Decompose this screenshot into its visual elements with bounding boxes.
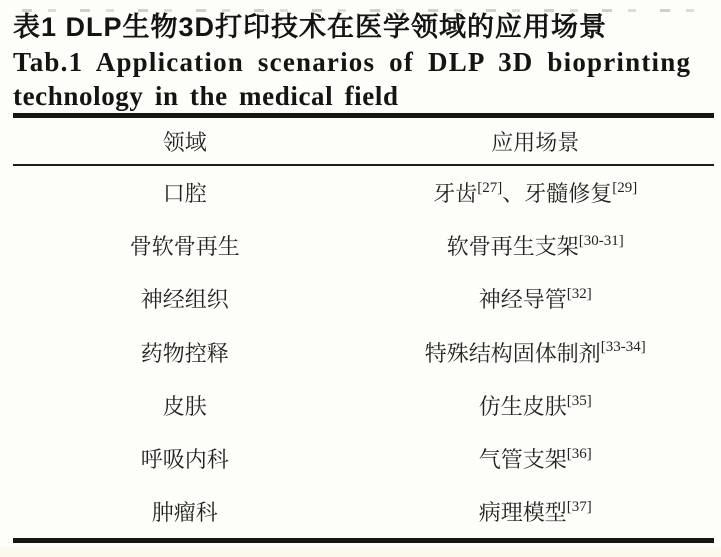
scenario-text: 气管支架 — [478, 447, 567, 473]
table-row — [13, 326, 714, 379]
reference-superscript: [32] — [566, 286, 592, 303]
table-title-en-line2: technology in the medical field — [13, 81, 399, 111]
scenario-text: 仿生皮肤 — [478, 393, 567, 419]
table-title-en-line1 — [13, 45, 711, 79]
table-bottom-rule — [13, 538, 714, 543]
reference-superscript: [36] — [566, 445, 592, 462]
scenario-text: 特殊结构固体制剂 — [424, 340, 601, 366]
field-cell: 呼吸内科 — [140, 447, 229, 473]
table-title-en-line1-text: Tab.1 Application scenarios of DLP 3D bioprinting — [13, 47, 692, 77]
field-cell: 肿瘤科 — [151, 500, 218, 526]
scenario-cell — [356, 390, 714, 421]
scenario-text: 牙齿 — [433, 181, 478, 207]
reference-superscript: [30-31] — [578, 232, 624, 249]
scenario-cell — [356, 337, 714, 368]
scenario-cell — [356, 230, 714, 261]
reference-superscript: [37] — [566, 498, 592, 515]
scan-artifact-strip — [0, 547, 721, 557]
table-row — [13, 485, 714, 538]
table-title-zh: 表1 DLP生物3D打印技术在医学领域的应用场景 — [13, 12, 608, 42]
field-cell: 骨软骨再生 — [129, 234, 240, 260]
scenario-text: 软骨再生支架 — [446, 234, 579, 260]
table-row — [13, 272, 714, 325]
field-cell: 神经组织 — [140, 287, 229, 313]
scenario-cell — [356, 177, 714, 208]
reference-superscript: [33-34] — [600, 339, 646, 356]
table-row — [13, 379, 714, 432]
header-field: 领域 — [162, 129, 207, 155]
scenario-text: 病理模型 — [478, 500, 567, 526]
scenario-text: 神经导管 — [478, 287, 567, 313]
scenario-cell — [356, 496, 714, 527]
field-cell: 口腔 — [162, 181, 207, 207]
scenario-cell — [356, 283, 714, 314]
table-row — [13, 166, 714, 219]
header-scenario: 应用场景 — [491, 129, 580, 155]
table-header-row — [13, 118, 714, 164]
reference-superscript: [27] — [477, 179, 503, 196]
table-row — [13, 219, 714, 272]
reference-superscript: [35] — [566, 392, 592, 409]
table-row — [13, 432, 714, 485]
field-cell: 药物控释 — [140, 340, 229, 366]
reference-superscript: [29] — [612, 179, 638, 196]
application-scenarios-table — [13, 113, 714, 543]
table-title-en — [13, 45, 711, 113]
scenario-cell — [356, 443, 714, 474]
scenario-text: 、牙髓修复 — [502, 181, 613, 207]
field-cell: 皮肤 — [162, 393, 207, 419]
